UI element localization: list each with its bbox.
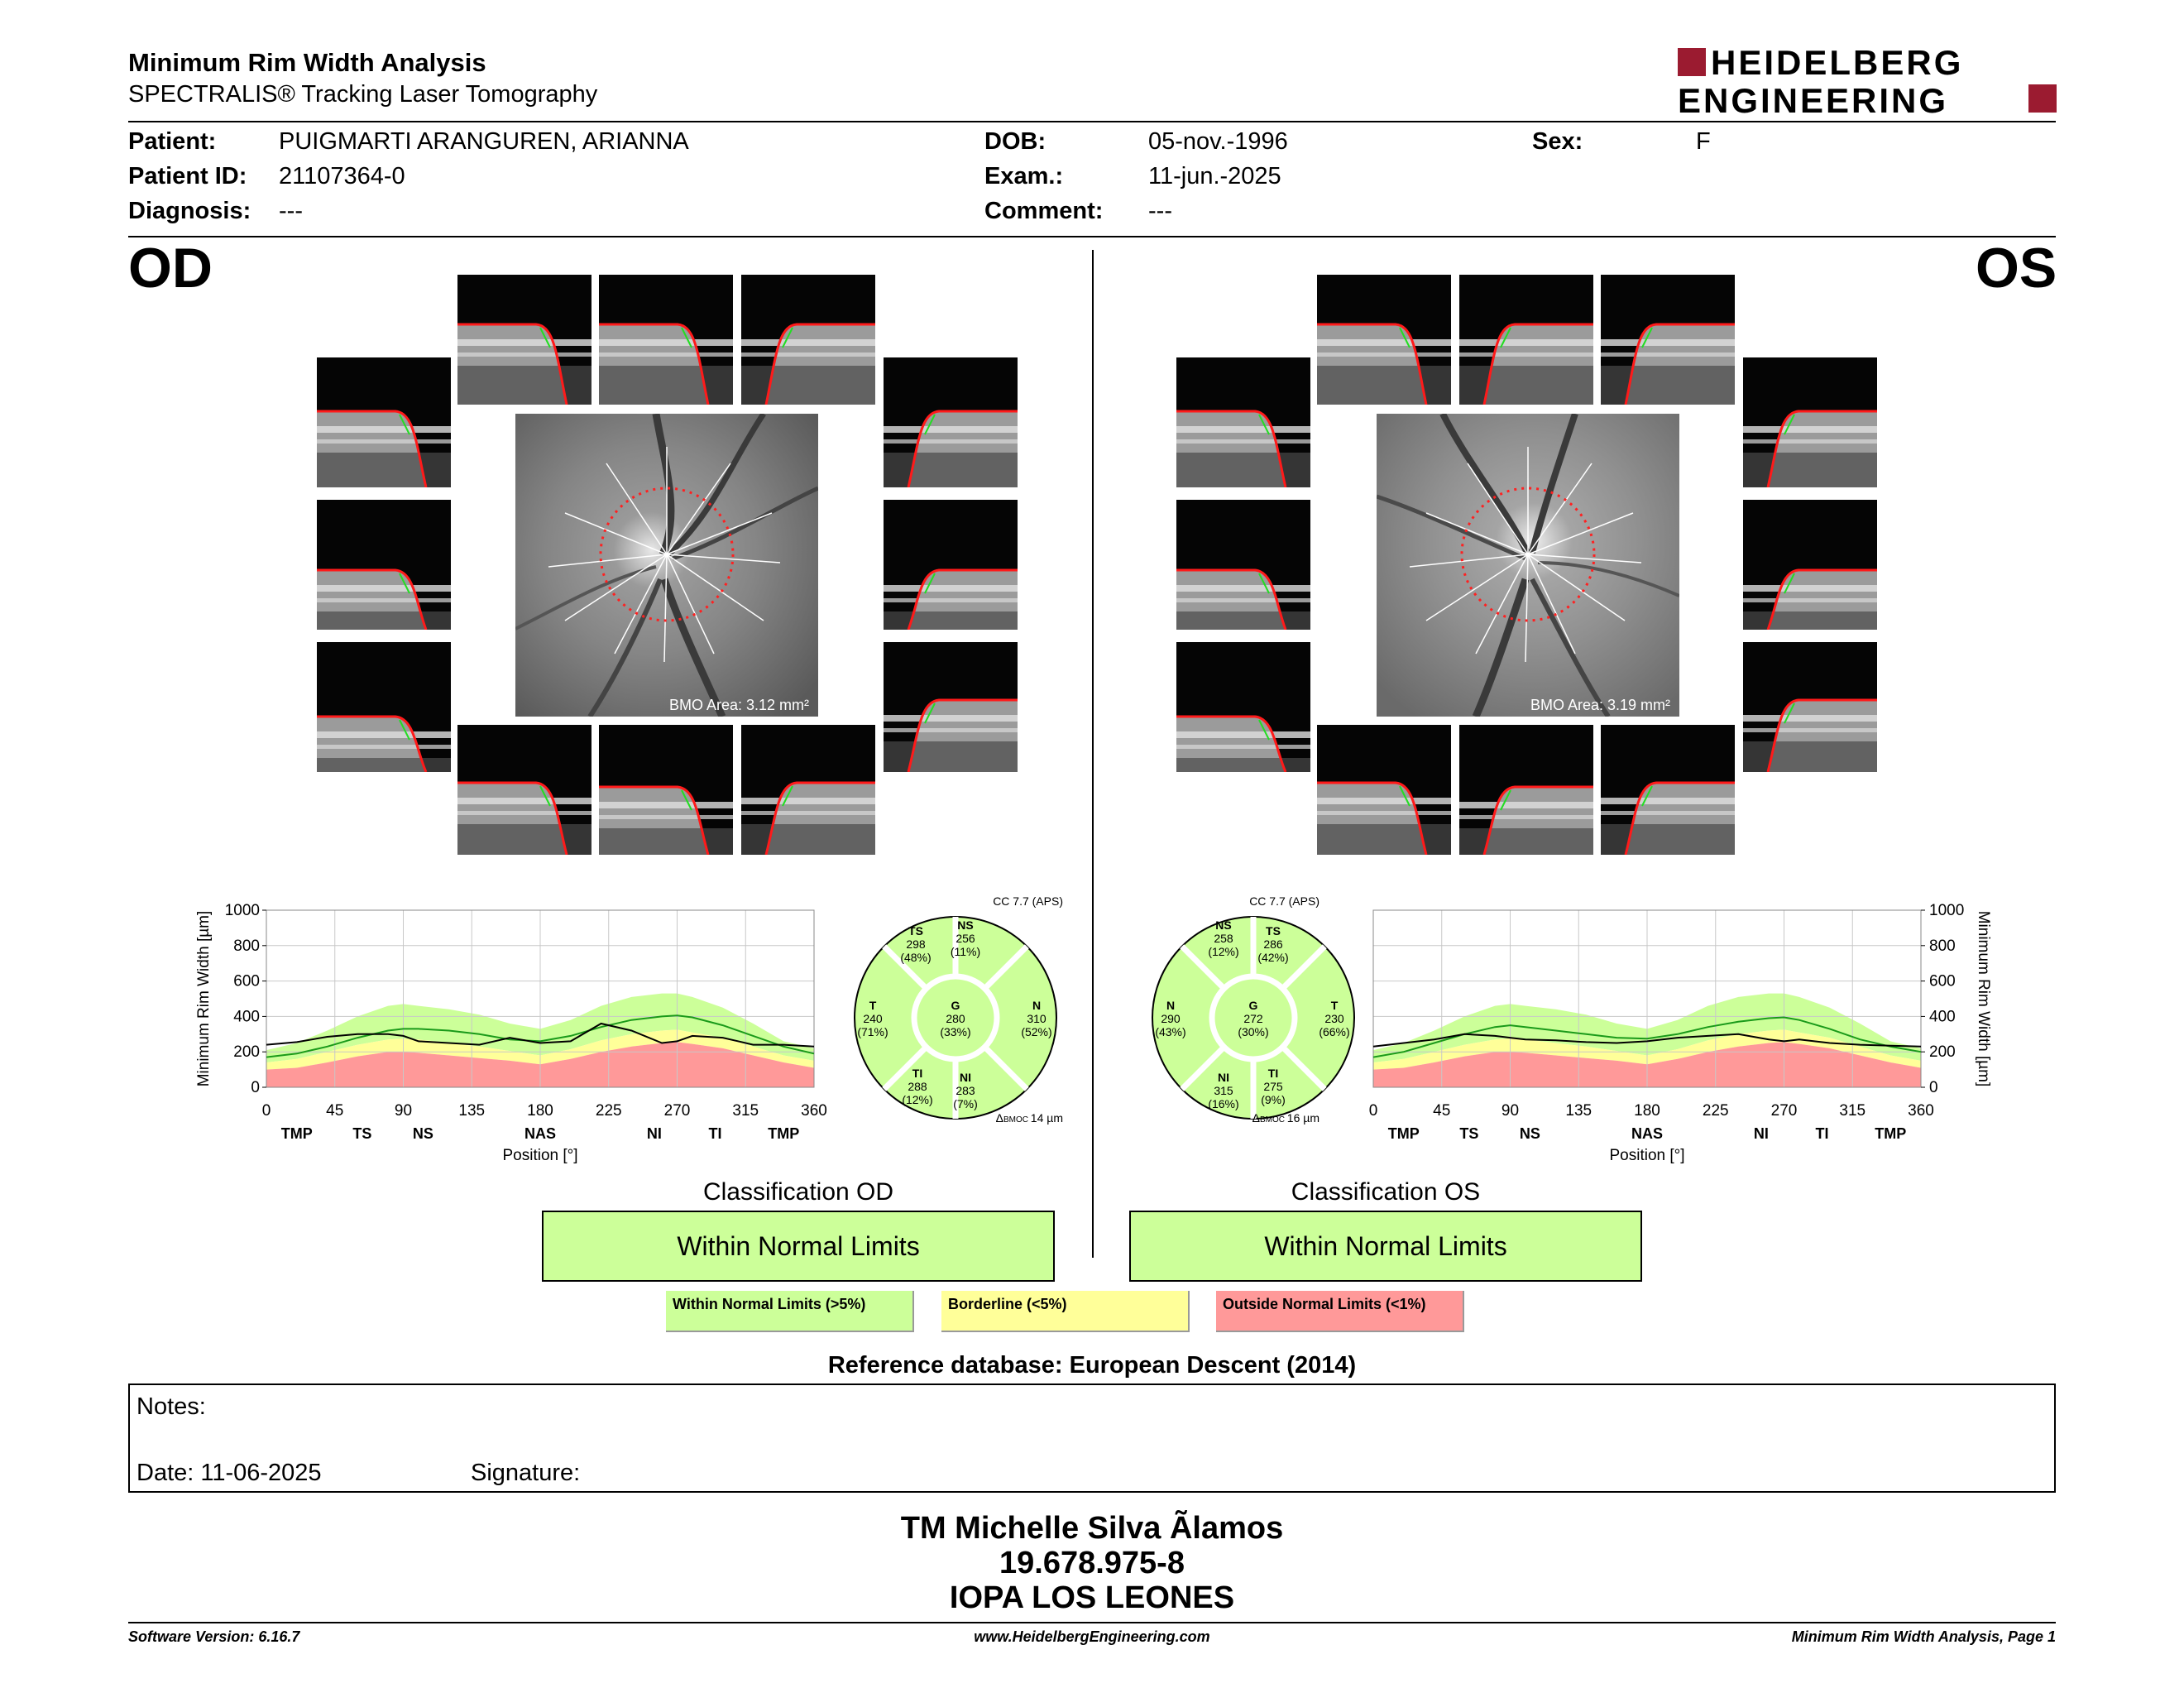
os-oct-scan-11 — [1459, 725, 1593, 855]
od-label: OD — [128, 237, 213, 300]
legend-outside: Outside Normal Limits (<1%) — [1216, 1291, 1464, 1332]
os-sector-n-pct: (43%) — [1155, 1025, 1186, 1038]
od-sector-t-value: 240 — [863, 1012, 883, 1025]
od-sector-label: NI — [646, 1125, 662, 1142]
comment-label: Comment: — [984, 198, 1104, 224]
os-sector-ni-pct: (16%) — [1208, 1097, 1239, 1110]
patient-id: 21107364-0 — [279, 163, 405, 189]
od-classification-result: Within Normal Limits — [542, 1211, 1055, 1282]
od-oct-scan-5 — [884, 357, 1018, 487]
logo-text-top: HEIDELBERG — [1711, 43, 1964, 82]
os-oct-scan-12 — [1601, 725, 1735, 855]
os-sector-ts-name: TS — [1266, 924, 1281, 938]
os-sector-label: TMP — [1875, 1125, 1907, 1142]
header-divider — [128, 121, 2056, 122]
os-sector-t-value: 230 — [1324, 1012, 1344, 1025]
os-xtick-label: 45 — [1433, 1102, 1451, 1120]
od-sector-n-value: 310 — [1027, 1012, 1046, 1025]
os-mrw-chart — [1348, 902, 2002, 1183]
od-sector-wheel — [840, 894, 1071, 1125]
os-sector-n-name: N — [1166, 999, 1176, 1012]
os-xtick-label: 90 — [1501, 1102, 1520, 1120]
od-sector-label: TMP — [768, 1125, 800, 1142]
od-sector-ti-pct: (12%) — [902, 1093, 933, 1106]
os-sector-ti-name: TI — [1267, 1067, 1279, 1080]
legend-normal: Within Normal Limits (>5%) — [666, 1291, 914, 1332]
heidelberg-logo — [1678, 43, 2058, 119]
od-delta-bmoc: ΔBMOC 14 µm — [995, 1111, 1063, 1125]
os-sector-ti-pct: (9%) — [1261, 1093, 1286, 1106]
od-y-axis-label: Minimum Rim Width [µm] — [195, 910, 213, 1087]
os-ytick-label: 800 — [1929, 937, 1956, 955]
sex-value: F — [1696, 128, 1711, 155]
legend-borderline: Borderline (<5%) — [941, 1291, 1190, 1332]
footer-page: Minimum Rim Width Analysis, Page 1 — [1791, 1628, 2056, 1645]
os-sector-label: TI — [1815, 1125, 1829, 1142]
od-sector-ni-pct: (7%) — [953, 1097, 978, 1110]
reference-database: Reference database: European Descent (2014) — [827, 1352, 1357, 1379]
od-xtick-label: 225 — [595, 1102, 622, 1120]
od-xtick-label: 0 — [261, 1102, 271, 1120]
od-x-axis-label: Position [°] — [502, 1147, 578, 1164]
od-ytick-label: 600 — [233, 972, 260, 990]
od-mrw-chart — [190, 902, 827, 1183]
os-fundus-image — [1377, 414, 1679, 717]
os-cc-label: CC 7.7 (APS) — [1249, 894, 1320, 908]
od-sector-n-pct: (52%) — [1021, 1025, 1052, 1038]
od-xtick-label: 45 — [326, 1102, 344, 1120]
os-xtick-label: 0 — [1368, 1102, 1378, 1120]
od-sector-label: TI — [708, 1125, 722, 1142]
od-oct-scan-8 — [317, 642, 451, 772]
od-oct-scan-4 — [317, 357, 451, 487]
od-sector-ts-pct: (48%) — [900, 951, 932, 964]
od-sector-ns-name: NS — [957, 918, 974, 932]
od-oct-scan-9 — [884, 642, 1018, 772]
od-oct-scan-10 — [457, 725, 592, 855]
footer-divider — [128, 1622, 2056, 1623]
info-divider — [128, 236, 2056, 237]
exam-value: 11-jun.-2025 — [1148, 163, 1281, 189]
diagnosis-value: --- — [279, 198, 303, 224]
os-sector-ni-name: NI — [1218, 1071, 1229, 1084]
report-title: Minimum Rim Width Analysis — [128, 48, 486, 77]
od-sector-n-name: N — [1032, 999, 1042, 1012]
os-xtick-label: 360 — [1908, 1102, 1934, 1120]
os-sector-ni-value: 315 — [1214, 1084, 1233, 1097]
os-oct-scan-10 — [1317, 725, 1451, 855]
od-sector-g-name: G — [951, 999, 960, 1012]
os-oct-scan-6 — [1176, 500, 1310, 630]
patient-label: Patient: — [128, 128, 217, 155]
footer-software-version: Software Version: 6.16.7 — [128, 1628, 300, 1645]
od-ytick-label: 400 — [233, 1008, 260, 1026]
od-cc-label: CC 7.7 (APS) — [993, 894, 1063, 908]
od-ytick-label: 0 — [251, 1079, 260, 1096]
notes-date: Date: 11-06-2025 — [136, 1460, 322, 1486]
logo-text-bottom: ENGINEERING — [1678, 81, 1949, 119]
logo-square-top — [1678, 48, 1706, 76]
od-oct-scan-2 — [599, 275, 733, 405]
signature-id: 19.678.975-8 — [999, 1546, 1185, 1580]
od-sector-g-value: 280 — [946, 1012, 965, 1025]
os-sector-g-pct: (30%) — [1238, 1025, 1269, 1038]
sex-label: Sex: — [1532, 128, 1583, 155]
os-oct-scan-9 — [1743, 642, 1877, 772]
os-ytick-label: 600 — [1929, 972, 1956, 990]
diagnosis-label: Diagnosis: — [128, 198, 251, 224]
os-xtick-label: 180 — [1634, 1102, 1660, 1120]
os-y-axis-label: Minimum Rim Width [µm] — [1975, 910, 1992, 1087]
os-sector-t-pct: (66%) — [1319, 1025, 1350, 1038]
od-classification-title: Classification OD — [702, 1178, 894, 1206]
os-xtick-label: 270 — [1770, 1102, 1798, 1120]
od-sector-ni-value: 283 — [956, 1084, 975, 1097]
os-ytick-label: 200 — [1929, 1043, 1956, 1062]
os-sector-label: NS — [1519, 1125, 1540, 1142]
od-oct-scan-12 — [741, 725, 875, 855]
os-sector-ns-value: 258 — [1214, 932, 1233, 945]
report-subtitle: SPECTRALIS® Tracking Laser Tomography — [128, 81, 598, 108]
od-xtick-label: 270 — [663, 1102, 691, 1120]
os-oct-scan-1 — [1317, 275, 1451, 405]
os-sector-ts-value: 286 — [1263, 938, 1283, 951]
notes-box — [128, 1383, 2056, 1493]
od-sector-label: NAS — [524, 1125, 557, 1142]
od-sector-label: NS — [412, 1125, 433, 1142]
os-delta-bmoc: ΔBMOC 16 µm — [1252, 1111, 1320, 1125]
os-sector-ns-name: NS — [1215, 918, 1232, 932]
od-oct-scan-1 — [457, 275, 592, 405]
od-xtick-label: 90 — [394, 1102, 413, 1120]
os-bmo-area: BMO Area: 3.19 mm² — [1530, 697, 1670, 713]
od-sector-ts-value: 298 — [906, 938, 926, 951]
signature-name: TM Michelle Silva Ãlamos — [900, 1511, 1284, 1546]
os-ytick-label: 1000 — [1929, 902, 1965, 919]
od-ytick-label: 200 — [233, 1043, 260, 1062]
os-sector-g-value: 272 — [1243, 1012, 1263, 1025]
od-sector-ns-value: 256 — [956, 932, 975, 945]
eye-divider — [1092, 250, 1094, 1258]
od-oct-scan-6 — [317, 500, 451, 630]
od-sector-t-name: T — [869, 999, 877, 1012]
od-fundus-image — [515, 414, 818, 717]
dob-label: DOB: — [984, 128, 1046, 155]
footer-website: www.HeidelbergEngineering.com — [974, 1628, 1210, 1645]
od-ytick-label: 1000 — [224, 902, 260, 919]
logo-square-bottom — [2028, 84, 2057, 113]
os-sector-label: NAS — [1631, 1125, 1664, 1142]
os-sector-label: TMP — [1387, 1125, 1420, 1142]
od-sector-g-pct: (33%) — [940, 1025, 971, 1038]
os-sector-label: TS — [1459, 1125, 1479, 1142]
os-oct-scan-8 — [1176, 642, 1310, 772]
os-sector-ti-value: 275 — [1263, 1080, 1283, 1093]
od-sector-ns-pct: (11%) — [950, 945, 981, 958]
od-oct-scan-3 — [741, 275, 875, 405]
od-sector-label: TS — [352, 1125, 372, 1142]
patient-name: PUIGMARTI ARANGUREN, ARIANNA — [279, 128, 689, 155]
od-xtick-label: 135 — [458, 1102, 486, 1120]
exam-label: Exam.: — [984, 163, 1064, 189]
os-oct-scan-7 — [1743, 500, 1877, 630]
os-sector-g-name: G — [1248, 999, 1258, 1012]
od-ytick-label: 800 — [233, 937, 260, 955]
os-oct-scan-3 — [1601, 275, 1735, 405]
os-x-axis-label: Position [°] — [1609, 1147, 1685, 1164]
os-label: OS — [1976, 237, 2057, 300]
os-sector-wheel — [1138, 894, 1369, 1125]
os-oct-scan-4 — [1176, 357, 1310, 487]
od-oct-scan-7 — [884, 500, 1018, 630]
od-sector-ni-name: NI — [960, 1071, 971, 1084]
os-xtick-label: 315 — [1839, 1102, 1866, 1120]
signature-institution: IOPA LOS LEONES — [949, 1580, 1235, 1615]
od-xtick-label: 360 — [801, 1102, 827, 1120]
od-sector-label: TMP — [280, 1125, 313, 1142]
os-ytick-label: 0 — [1929, 1079, 1938, 1096]
os-sector-n-value: 290 — [1161, 1012, 1181, 1025]
patient-id-label: Patient ID: — [128, 163, 247, 189]
od-sector-ti-value: 288 — [908, 1080, 927, 1093]
os-classification-result: Within Normal Limits — [1129, 1211, 1642, 1282]
os-sector-ts-pct: (42%) — [1257, 951, 1289, 964]
od-sector-ts-name: TS — [908, 924, 923, 938]
comment-value: --- — [1148, 198, 1172, 224]
od-oct-scan-11 — [599, 725, 733, 855]
os-xtick-label: 135 — [1565, 1102, 1592, 1120]
os-sector-label: NI — [1753, 1125, 1769, 1142]
os-sector-t-name: T — [1330, 999, 1339, 1012]
os-oct-scan-2 — [1459, 275, 1593, 405]
os-classification-title: Classification OS — [1291, 1178, 1481, 1206]
os-oct-scan-5 — [1743, 357, 1877, 487]
od-sector-t-pct: (71%) — [857, 1025, 888, 1038]
od-xtick-label: 315 — [732, 1102, 759, 1120]
os-ytick-label: 400 — [1929, 1008, 1956, 1026]
od-sector-ti-name: TI — [912, 1067, 923, 1080]
od-bmo-area: BMO Area: 3.12 mm² — [668, 697, 809, 713]
os-xtick-label: 225 — [1702, 1102, 1729, 1120]
notes-signature: Signature: — [471, 1460, 581, 1486]
os-sector-ns-pct: (12%) — [1208, 945, 1239, 958]
dob-value: 05-nov.-1996 — [1148, 128, 1288, 155]
od-xtick-label: 180 — [527, 1102, 553, 1120]
notes-label: Notes: — [136, 1393, 206, 1420]
